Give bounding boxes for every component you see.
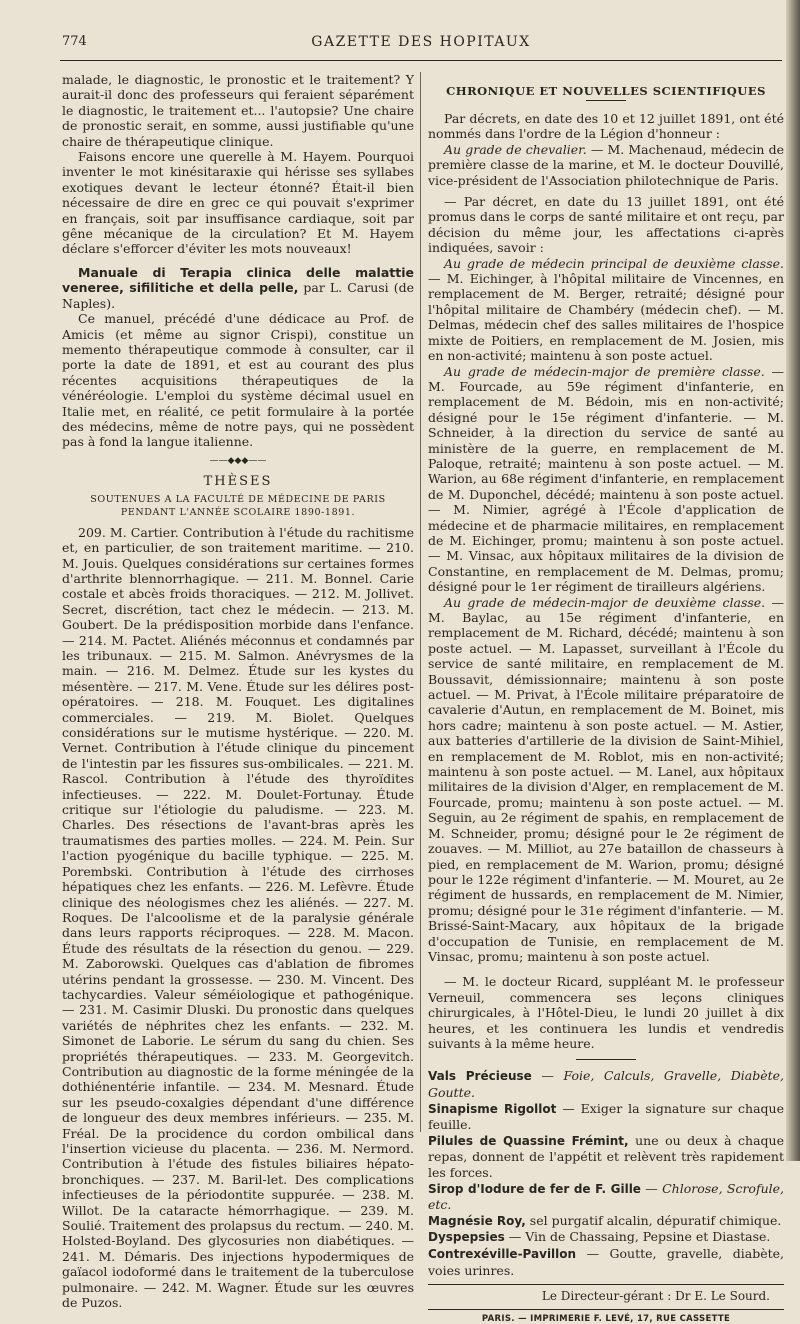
ads-rule <box>576 1059 636 1060</box>
ad-line <box>428 1101 784 1133</box>
chevalier-label: Au grade de chevalier. <box>444 141 587 157</box>
column-divider <box>420 72 421 1132</box>
ad-line <box>428 1229 784 1246</box>
ad-text: — Goutte, gravelle, diabète, voies urinres. <box>428 1245 784 1278</box>
ad-text: — Vin de Chassaing, Pepsine et Diastase. <box>504 1229 771 1245</box>
theses-subheading-line-1: SOUTENUES A LA FACULTÉ DE MÉDECINE DE PARIS <box>90 493 386 505</box>
theses-heading: THÈSES <box>203 473 273 489</box>
chevalier-paragraph <box>428 142 784 188</box>
right-column <box>428 80 784 1324</box>
page-header <box>62 34 780 56</box>
theses-subheading-line-2: PENDANT L'ANNÉE SCOLAIRE 1890-1891. <box>120 506 356 518</box>
ad-brand: Contrexéville-Pavillon <box>428 1246 577 1261</box>
footer-rule <box>428 1284 784 1285</box>
ad-text: sel purgatif alcalin, dépuratif chimique. <box>525 1212 782 1228</box>
military-decree-paragraph: — Par décret, en date du 13 juillet 1891, ont été promus dans le corps de santé militaire et ont reçu, par décision du même jour, les affectations ci-après indiquées, savoir : <box>428 194 784 256</box>
article-continuation: malade, le diagnostic, le pronostic et le traitement? Y aurait-il donc des professeurs qui feraient séparément le diagnostic, le traitement et... l'autopsie? Une chaire de pronostic serait, en somme, aussi justifiable qu'une chaire de thérapeutique clinique. <box>62 72 414 149</box>
major-premiere-label: Au grade de médecin-major de première classe. <box>444 363 765 379</box>
medecin-principal-paragraph <box>428 256 784 364</box>
major-deuxieme-text: — M. Baylac, au 15e régiment d'infanterie, en remplacement de M. Richard, décédé; maintenu à son poste actuel. — M. Lapasset, surveillant à l'École du service de santé militaire, en remplacement de M. Boussavit, démissionnaire; maintenu à son poste actuel. — M. Privat, à l'École militaire préparatoire de cavalerie d'Autun, en remplacement de M. Boinet, mis hors cadre; maintenu à son poste actuel. — M. Astier, aux batteries d'artillerie de la division de Saint-Mihiel, en remplacement de M. Roblot, mis en non-activité; maintenu à son poste actuel. — M. Lanel, aux hôpitaux militaires de la division d'Alger, en remplacement de M. Fourcade, promu; maintenu à son poste actuel. — M. Seguin, au 2e régiment de spahis, en remplacement de M. Schneider, promu; désigné pour le 2e régiment de zouaves. — M. Milliot, au 27e bataillon de chasseurs à pied, en remplacement de M. Warion, promu; désigné pour le 122e régiment d'infanterie. — M. Mouret, au 2e régiment de hussards, en remplacement de M. Nimier, promu; désigné pour le 31e régiment d'infanterie. — M. Brissé-Saint-Macary, aux hôpitaux de la brigade d'occupation de Tunisie, en remplacement de M. Vinsac, promu; maintenu à son poste actuel. <box>428 594 784 964</box>
ad-line <box>428 1133 784 1181</box>
page-number: 774 <box>62 34 87 49</box>
footer-rule-2 <box>428 1309 784 1310</box>
major-premiere-paragraph <box>428 364 784 595</box>
ad-brand: Dyspepsies <box>428 1230 505 1245</box>
page-edge <box>786 0 800 1161</box>
section-rule <box>586 100 626 101</box>
book-heading <box>62 265 414 311</box>
ad-brand: Pilules de Quassine Frémint, <box>428 1133 629 1148</box>
major-deuxieme-paragraph <box>428 595 784 965</box>
left-column <box>62 72 414 1310</box>
book-title: Manuale di Terapia clinica delle malattie veneree, sifilitiche et della pelle, <box>62 264 414 296</box>
ornament-divider: ——◆◆◆—— <box>209 455 267 466</box>
ad-text: — Foie, Calculs, Gravelle, Diabète, Goutte. <box>428 1068 784 1100</box>
book-author: par L. Carusi (de Naples). <box>62 280 414 311</box>
major-deuxieme-label: Au grade de médecin-major de deuxième classe. <box>444 594 766 610</box>
header-rule <box>60 60 782 61</box>
section-title: CHRONIQUE ET NOUVELLES SCIENTIFIQUES <box>446 84 766 98</box>
ad-line <box>428 1068 784 1100</box>
ad-brand: Vals Précieuse <box>428 1069 532 1084</box>
directeur-gerant: Le Directeur-gérant : Dr E. Le Sourd. <box>541 1289 770 1304</box>
chevalier-text: — M. Machenaud, médecin de première classe de la marine, et M. le docteur Douvillé, vice-président de l'Association philotechnique de Paris. <box>428 141 784 188</box>
ad-line <box>428 1213 784 1230</box>
ad-line <box>428 1246 784 1278</box>
ad-brand: Magnésie Roy, <box>428 1213 526 1228</box>
medecin-principal-label: Au grade de médecin principal de deuxième classe. <box>444 255 784 271</box>
hayem-paragraph: Faisons encore une querelle à M. Hayem. Pourquoi inventer le mot kinésitaraxie qui hérisse ses syllabes exotiques devant le lecteur étonné? Était-il bien nécessaire de dire en grec ce qui pouvait s'exprimer en français, soit par insuffisance cardiaque, soit par gêne mécanique de la circulation? Et M. Hayem déclare s'efforcer d'éviter les mots nouveaux! <box>62 149 414 257</box>
ad-line <box>428 1181 784 1213</box>
journal-title: GAZETTE DES HOPITAUX <box>311 34 531 50</box>
ad-brand: Sirop d'Iodure de fer de F. Gille <box>428 1181 641 1196</box>
book-review: Ce manuel, précédé d'une dédicace au Prof. de Amicis (et même au signor Crispi), constitue un memento thérapeutique commode à consulter, car il porte la date de 1891, et est au courant des plus récentes acquisitions thérapeutiques de la vénéréologie. L'emploi du système décimal usuel en Italie met, en réalité, ce petit formulaire à la portée des médecins, même de notre pays, qui ne possèdent pas à fond la langue italienne. <box>62 311 414 450</box>
advertisements <box>428 1068 784 1278</box>
major-premiere-text: — M. Fourcade, au 59e régiment d'infanterie, en remplacement de M. Bédoin, mis en non-activité; désigné pour le 15e régiment d'infanterie. — M. Schneider, à la direction du service de santé au ministère de la guerre, en remplacement de M. Paloque, retraité; maintenu à son poste actuel. — M. Warion, au 68e régiment d'infanterie, en remplacement de M. Duponchel, décédé; maintenu à son poste actuel. — M. Nimier, agrégé à l'École d'application de médecine et de pharmacie militaires, en remplacement de M. Eichinger, promu; maintenu à son poste actuel. — M. Vinsac, aux hôpitaux militaires de la division de Constantine, en remplacement de M. Delmas, promu; désigné pour le 1er régiment de tirailleurs algériens. <box>428 363 784 595</box>
imprimerie: PARIS. — IMPRIMERIE F. LEVÉ, 17, RUE CASSETTE <box>481 1314 731 1324</box>
ad-text: une ou deux à chaque repas, donnent de l'appétit et relèvent très rapidement les forces. <box>428 1132 784 1180</box>
ad-text: — Exiger la signature sur chaque feuille. <box>428 1100 784 1133</box>
decree-paragraph: Par décrets, en date des 10 et 12 juillet 1891, ont été nommés dans l'ordre de la Légion d'honneur : <box>428 111 784 142</box>
medecin-principal-text: — M. Eichinger, à l'hôpital militaire de Vincennes, en remplacement de M. Berger, retraité; désigné pour l'hôpital militaire de Chambéry (médecin chef). — M. Delmas, médecin chef des salles militaires de l'hospice mixte de Poitiers, en remplacement de M. Josien, mis en non-activité; maintenu à son poste actuel. <box>428 271 784 364</box>
theses-subheading <box>62 493 414 519</box>
ad-text: — Chlorose, Scrofule, etc. <box>428 1180 784 1213</box>
ad-brand: Sinapisme Rigollot <box>428 1101 557 1116</box>
ricard-paragraph: — M. le docteur Ricard, suppléant M. le professeur Verneuil, commencera ses leçons cliniques chirurgicales, à l'Hôtel-Dieu, le lundi 20 juillet à dix heures, et les continuera les lundis et vendredis suivants à la même heure. <box>428 974 784 1051</box>
theses-list: 209. M. Cartier. Contribution à l'étude du rachitisme et, en particulier, de son traitement maritime. — 210. M. Jouis. Quelques considérations sur certaines formes d'arthrite blennorrhagique. — 211. M. Bonnel. Carie costale et abcès froids thoraciques. — 212. M. Jollivet. Secret, discrétion, tact chez le médecin. — 213. M. Goubert. De la prédisposition morbide dans l'enfance. — 214. M. Pactet. Aliénés méconnus et condamnés par les tribunaux. — 215. M. Salmon. Anévrysmes de la main. — 216. M. Delmez. Étude sur les kystes du mésentère. — 217. M. Vene. Étude sur les délires post-opératoires. — 218. M. Fouquet. Les digitalines commerciales. — 219. M. Biolet. Quelques considérations sur le mutisme hystérique. — 220. M. Vernet. Contribution à l'étude clinique du pincement de l'intestin par les fissures sus-ombilicales. — 221. M. Rascol. Contribution à l'étude des thyroïdites infectieuses. — 222. M. Doulet-Fortunay. Étude critique sur l'étiologie du paludisme. — 223. M. Charles. Des résections de l'avant-bras après les traumatismes des parties molles. — 224. M. Pein. Sur l'action pyogénique du bacille typhique. — 225. M. Porembski. Contribution à l'étude des cirrhoses hépatiques chez les enfants. — 226. M. Lefèvre. Étude clinique des néologismes chez les aliénés. — 227. M. Roques. De l'alcoolisme et de la paralysie générale dans leurs rapports réciproques. — 228. M. Macon. Étude des résultats de la résection du genou. — 229. M. Zaborowski. Quelques cas d'ablation de fibromes utérins pendant la grossesse. — 230. M. Vincent. Des tachycardies. Valeur séméiologique et pathogénique. — 231. M. Casimir Dluski. Du pronostic dans quelques variétés de néphrites chez les enfants. — 232. M. Simonet de Laborie. Le sérum du sang du chien. Ses propriétés thérapeutiques. — 233. M. Georgevitch. Contribution au diagnostic de la forme méningée de la dothiénentérie infantile. — 234. M. Mesnard. Étude sur les pseudo-coxalgies dépendant d'une différence de longueur des deux membres inférieurs. — 235. M. Fréal. De la procidence du cordon ombilical dans l'insertion vicieuse du placenta. — 236. M. Nermord. Contribution à l'étude des fistules biliaires hépato-bronchiques. — 237. M. Baril-let. Des complications infectieuses de la périodontite suppurée. — 238. M. Willot. De la cataracte hémorrhagique. — 239. M. Soulié. Traitement des prolapsus du rectum. — 240. M. Holsted-Boyland. Des glycosuries non diabétiques. — 241. M. Démaris. Des injections hypodermiques de gaïacol iodoformé dans le traitement de la tuberculose pulmonaire. — 242. M. Wagner. Étude sur les œuvres de Puzos. <box>62 524 414 1311</box>
